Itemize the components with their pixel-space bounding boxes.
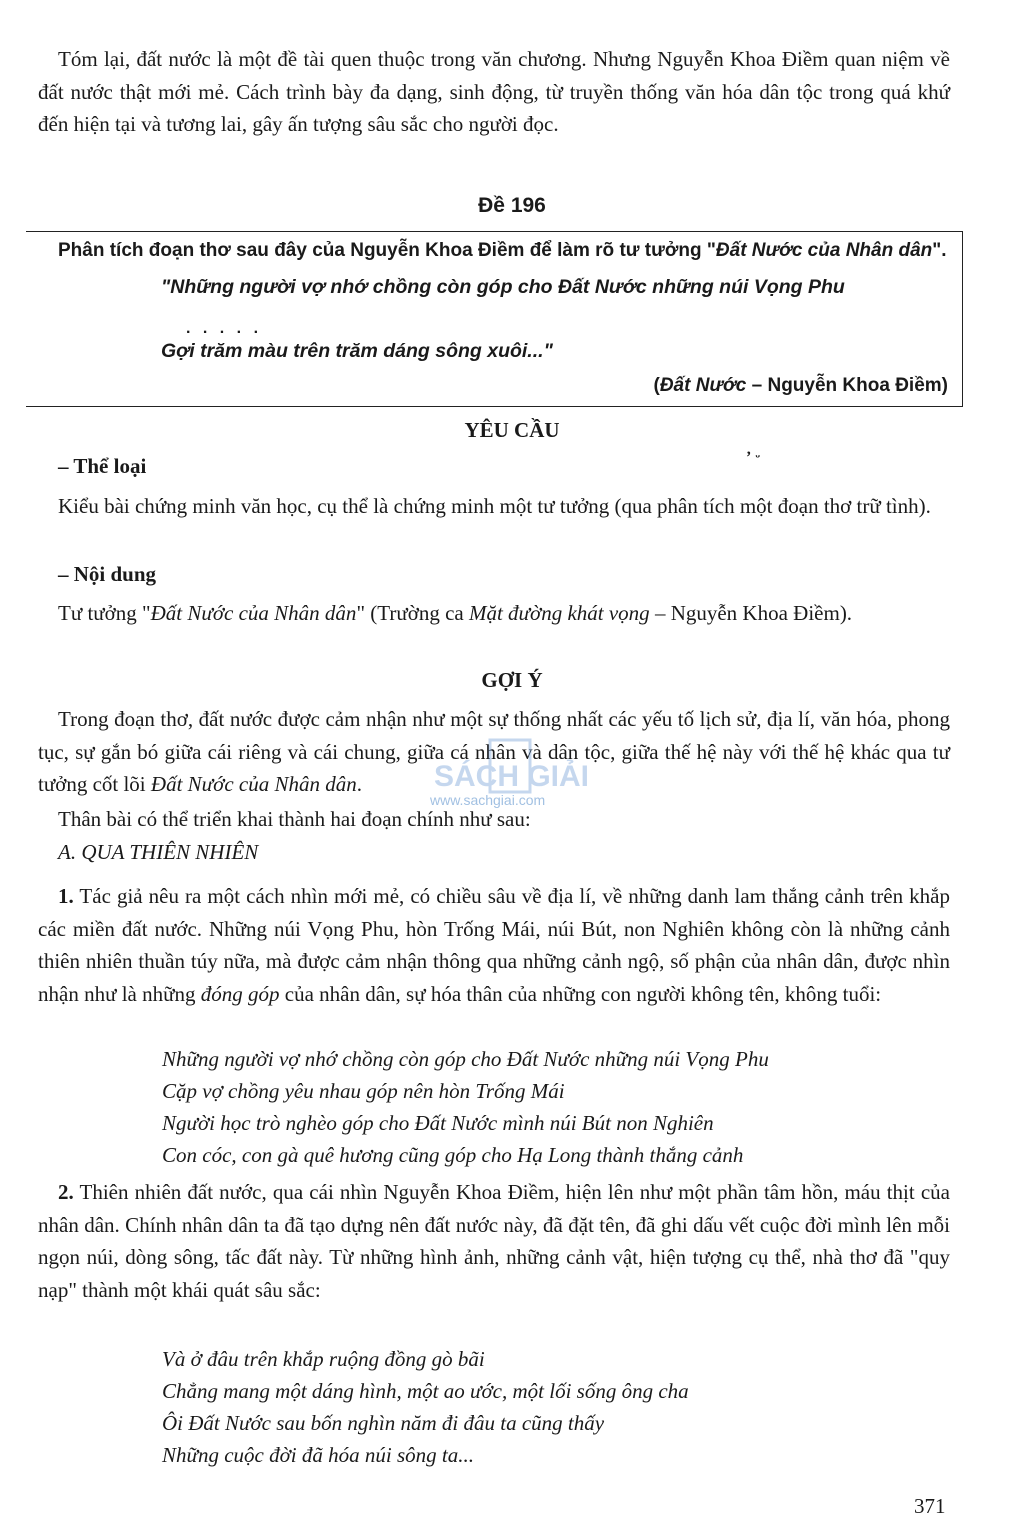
- content-part-1: Tư tưởng ": [58, 601, 151, 625]
- prompt-text: Phân tích đoạn thơ sau đây của Nguyễn Khoa Điềm để làm rõ tư tưởng ": [58, 240, 716, 261]
- content-italic-2: Mặt đường khát vọng: [468, 601, 650, 625]
- page-number: 371: [914, 1494, 946, 1518]
- verse-2-line-3: Ôi Đất Nước sau bốn nghìn năm đi đâu ta cũng thấy: [162, 1411, 605, 1435]
- exercise-title: Đề 196: [478, 194, 546, 217]
- verse-2-line-4: Những cuộc đời đã hóa núi sông ta...: [162, 1443, 474, 1467]
- intro-paragraph: Tóm lại, đất nước là một đề tài quen thuộc trong văn chương. Nhưng Nguyễn Khoa Điềm quan niệm về đất nước thật mới mẻ. Cách trình bày đa dạng, sinh động, từ truyền thống văn hóa dân tộc trong quá khứ đến hiện tại và tương lai, gây ấn tượng sâu sắc cho người đọc.: [38, 47, 950, 136]
- content-label: – Nội dung: [58, 562, 157, 586]
- poem-ellipsis: . . . . .: [186, 320, 263, 337]
- watermark-url: www.sachgiai.com: [430, 792, 546, 808]
- verse-2-line-2: Chẳng mang một dáng hình, một ao ước, một lối sống ông cha: [162, 1379, 689, 1403]
- point-1-text: Tác giả nêu ra một cách nhìn mới mẻ, có chiều sâu về địa lí, về những danh lam thắng cảnh trên khắp các miền đất nước. Những núi Vọng Phu, hòn Trống Mái, núi Bút, non Nghiên không còn là những cảnh thiên nhiên thuần túy nữa, mà được cảm nhận thông qua những cảnh ngộ, số phận của nhân dân, được nhìn nhận như là những: [38, 884, 950, 1006]
- exercise-prompt: [58, 240, 947, 262]
- scan-mark: ʼ ᵕ: [746, 449, 760, 466]
- point-1-paragraph: [38, 880, 950, 1010]
- hints-heading: GỢI Ý: [481, 668, 543, 692]
- content-italic-1: Đất Nước của Nhân dân: [150, 601, 357, 625]
- hints-paragraph-2: Thân bài có thể triển khai thành hai đoạn chính như sau:: [58, 807, 531, 831]
- point-1-italic: đóng góp: [200, 981, 280, 1006]
- source-author: – Nguyễn Khoa Điềm): [746, 375, 948, 396]
- point-2-paragraph: [38, 1176, 950, 1306]
- verse-1-line-1: Những người vợ nhớ chồng còn góp cho Đất Nước những núi Vọng Phu: [162, 1047, 769, 1071]
- poem-source: [654, 375, 949, 397]
- point-1-end: của nhân dân, sự hóa thân của những con người không tên, không tuổi:: [279, 981, 882, 1006]
- requirements-heading: YÊU CẦU: [464, 418, 560, 442]
- hints-p1-end: .: [356, 772, 362, 796]
- point-1-number: 1.: [58, 884, 74, 908]
- point-2-number: 2.: [58, 1180, 74, 1204]
- verse-1-line-3: Người học trò nghèo góp cho Đất Nước mình núi Bút non Nghiên: [162, 1111, 714, 1135]
- section-a-heading: A. QUA THIÊN NHIÊN: [58, 840, 259, 864]
- hints-p1-text: Trong đoạn thơ, đất nước được cảm nhận như một sự thống nhất các yếu tố lịch sử, địa lí, văn hóa, phong tục, sự gắn bó giữa cái riêng và cái chung, giữa cá nhân và dân tộc, giữa thế hệ này với thế hệ khác qua tư tưởng cốt lõi: [38, 707, 950, 796]
- genre-label: – Thể loại: [58, 454, 147, 478]
- hints-p1-italic: Đất Nước của Nhân dân: [150, 772, 357, 796]
- genre-text: Kiểu bài chứng minh văn học, cụ thể là chứng minh một tư tưởng (qua phân tích một đoạn thơ trữ tình).: [58, 494, 931, 518]
- verse-1-line-2: Cặp vợ chồng yêu nhau góp nên hòn Trống Mái: [162, 1079, 565, 1103]
- content-part-2: " (Trường ca: [356, 601, 469, 625]
- content-text: [38, 597, 950, 630]
- verse-2-line-1: Và ở đâu trên khắp ruộng đồng gò bãi: [162, 1347, 485, 1371]
- point-2-text: Thiên nhiên đất nước, qua cái nhìn Nguyễn Khoa Điềm, hiện lên như một phần tâm hồn, máu thịt của nhân dân. Chính nhân dân ta đã tạo dựng nên đất nước này, đã đặt tên, đã ghi dấu vết cuộc đời mình lên mỗi ngọn núi, dòng sông, tấc đất này. Từ những hình ảnh, những cảnh vật, hiện tượng cụ thể, nhà thơ đã "quy nạp" thành một khái quát sâu sắc:: [38, 1180, 950, 1302]
- prompt-italic: Đất Nước của Nhân dân: [715, 240, 933, 261]
- quoted-poem-line-1: "Những người vợ nhớ chồng còn góp cho Đất Nước những núi Vọng Phu: [161, 276, 845, 298]
- watermark-logo-text: SÁCH GIẢI: [434, 760, 590, 793]
- verse-1-line-4: Con cóc, con gà quê hương cũng góp cho Hạ Long thành thắng cảnh: [162, 1143, 744, 1167]
- prompt-end: ".: [932, 240, 947, 261]
- source-italic: Đất Nước: [659, 375, 747, 396]
- exercise-box: [26, 231, 963, 407]
- content-part-3: – Nguyễn Khoa Điềm).: [649, 601, 853, 625]
- source-open: (: [653, 375, 660, 396]
- quoted-poem-line-2: Gợi trăm màu trên trăm dáng sông xuôi...": [161, 340, 553, 362]
